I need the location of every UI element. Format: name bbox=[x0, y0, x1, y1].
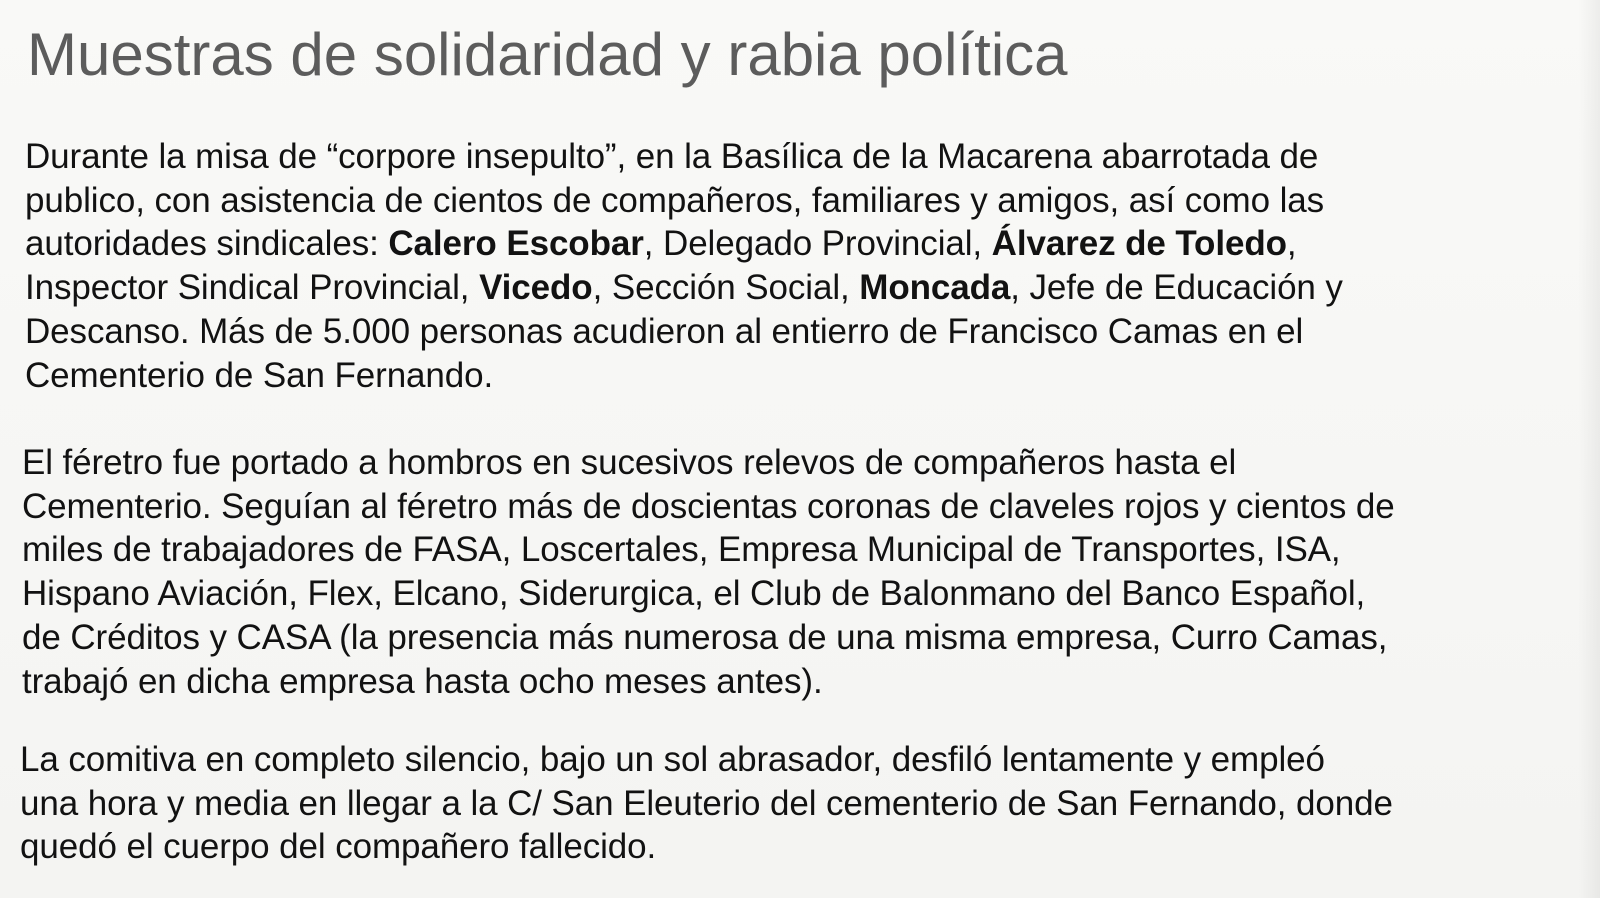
text-line: miles de trabajadores de FASA, Loscertales, Empresa Municipal de Transportes, ISA, bbox=[22, 530, 1341, 570]
page-title: Muestras de solidaridad y rabia política bbox=[27, 21, 1068, 88]
text-segment: , bbox=[1286, 224, 1297, 264]
text-segment: autoridades sindicales: bbox=[25, 224, 389, 264]
text-line: de Créditos y CASA (la presencia más numerosa de una misma empresa, Curro Camas, bbox=[22, 617, 1388, 657]
text-line: publico, con asistencia de cientos de compañeros, familiares y amigos, así como las bbox=[25, 180, 1325, 220]
text-line: quedó el cuerpo del compañero fallecido. bbox=[20, 827, 657, 867]
text-line: Cementerio. Seguían al féretro más de doscientas coronas de claveles rojos y cientos de bbox=[22, 486, 1395, 526]
paragraph-procession bbox=[20, 738, 1580, 869]
text-line: Cementerio de San Fernando. bbox=[25, 355, 494, 395]
name-moncada: Moncada bbox=[859, 268, 1011, 308]
name-calero-escobar: Calero Escobar bbox=[388, 224, 644, 264]
text-segment: Inspector Sindical Provincial, bbox=[25, 268, 480, 308]
text-line: una hora y media en llegar a la C/ San Eleuterio del cementerio de San Fernando, donde bbox=[20, 783, 1393, 823]
text-line bbox=[25, 266, 1585, 310]
name-vicedo: Vicedo bbox=[479, 268, 593, 308]
paragraph-mass bbox=[25, 135, 1585, 397]
text-line: Descanso. Más de 5.000 personas acudieron al entierro de Francisco Camas en el bbox=[25, 311, 1304, 351]
text-segment: , Delegado Provincial, bbox=[643, 224, 992, 264]
text-line: La comitiva en completo silencio, bajo un sol abrasador, desfiló lentamente y empleó bbox=[20, 740, 1325, 779]
text-line: Durante la misa de “corpore insepulto”, en la Basílica de la Macarena abarrotada de bbox=[25, 137, 1319, 176]
name-alvarez-de-toledo: Álvarez de Toledo bbox=[991, 224, 1287, 264]
text-line bbox=[25, 222, 1585, 266]
text-line: El féretro fue portado a hombros en sucesivos relevos de compañeros hasta el bbox=[22, 443, 1237, 482]
text-line: trabajó en dicha empresa hasta ocho meses antes). bbox=[22, 661, 823, 701]
text-line: Hispano Aviación, Flex, Elcano, Siderurgica, el Club de Balonmano del Banco Español, bbox=[22, 574, 1366, 614]
text-segment: , Jefe de Educación y bbox=[1010, 268, 1343, 308]
paragraph-coffin bbox=[22, 441, 1582, 703]
text-segment: , Sección Social, bbox=[592, 268, 860, 308]
